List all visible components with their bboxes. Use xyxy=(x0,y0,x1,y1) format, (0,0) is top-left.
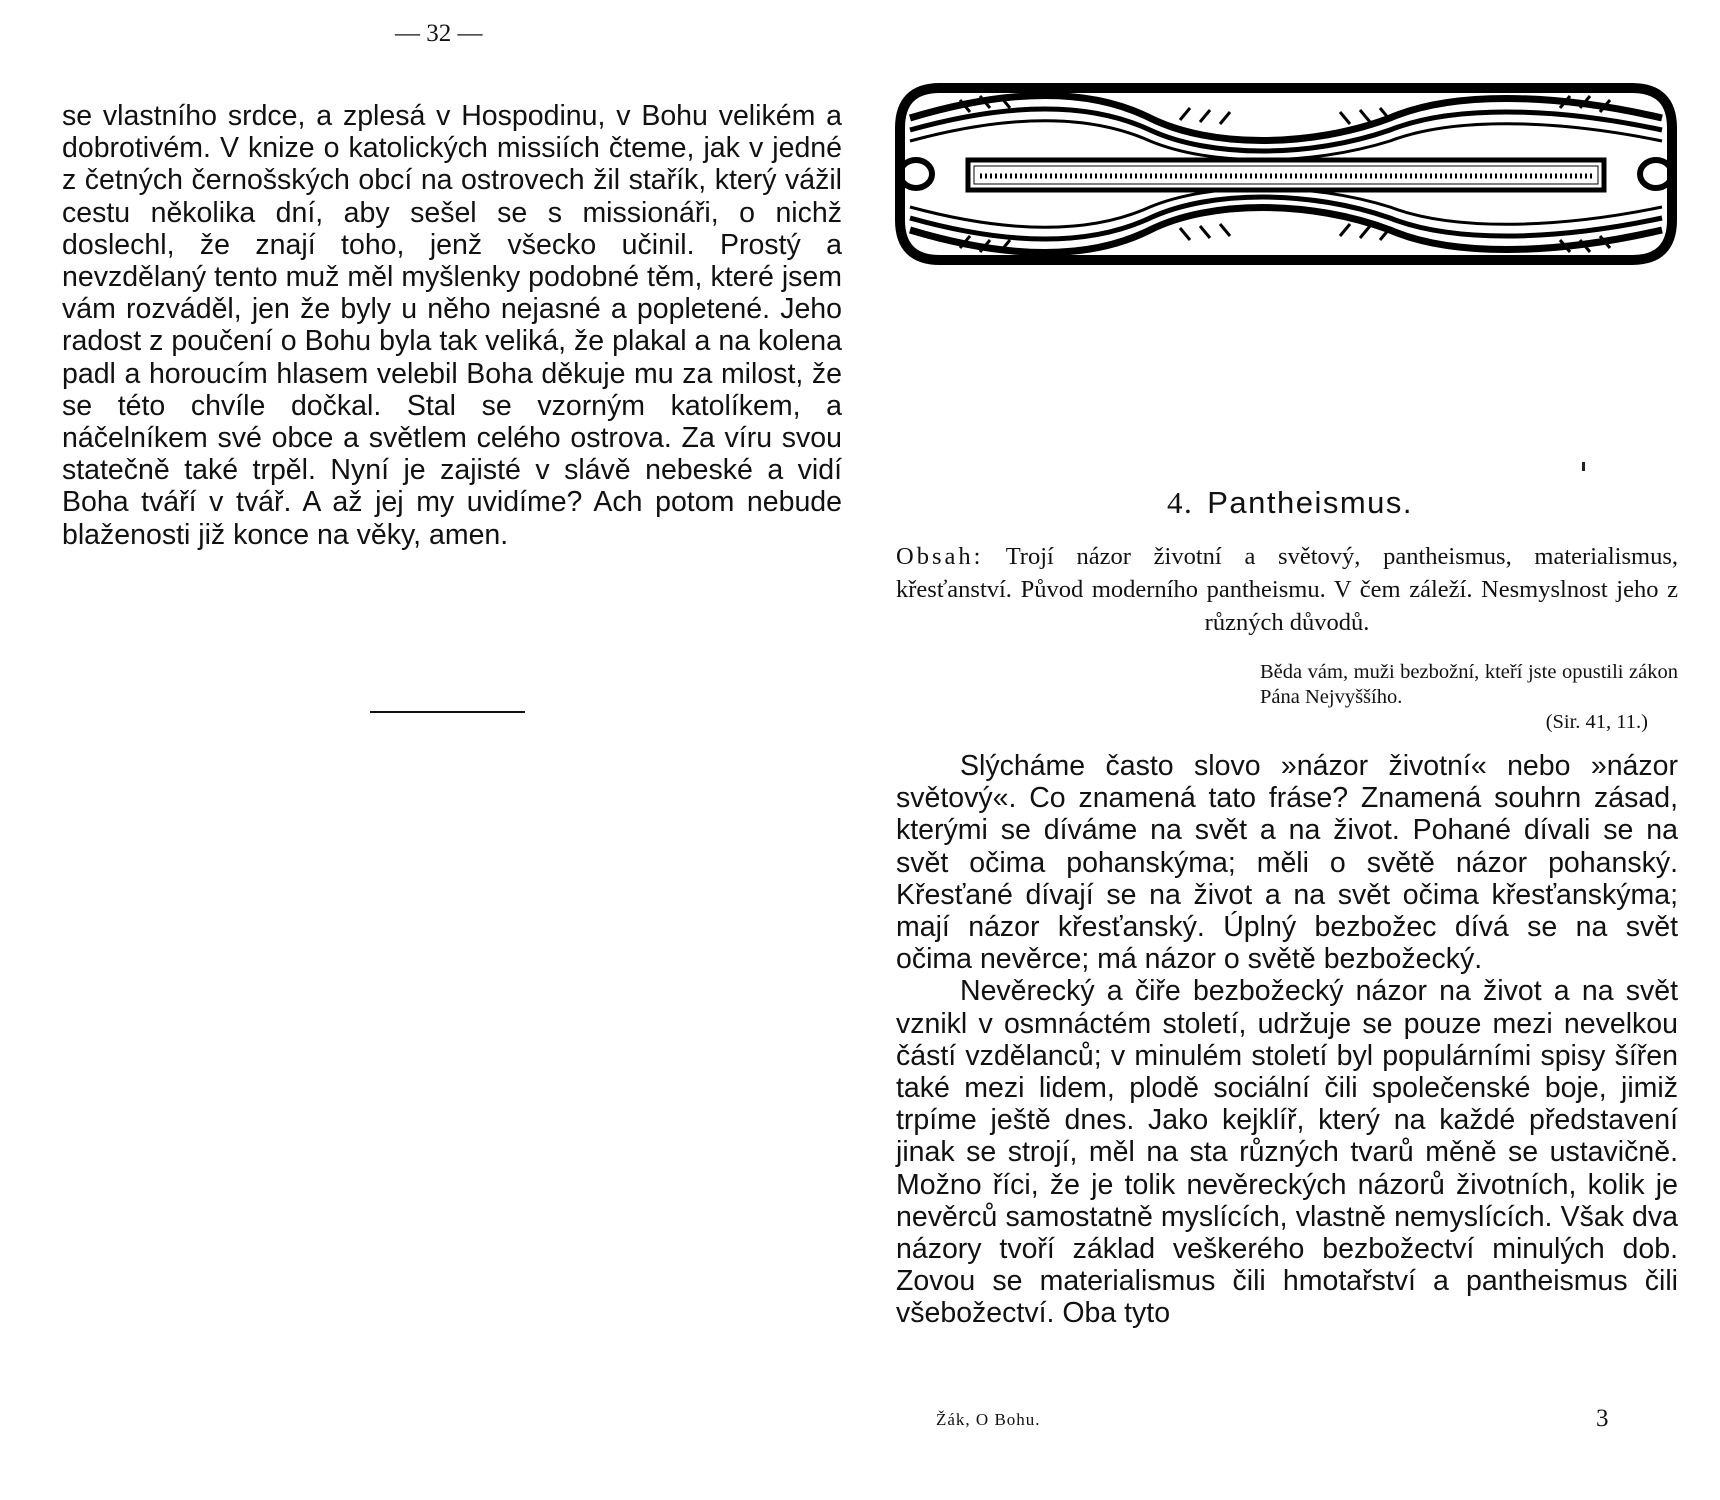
footer-source: Žák, O Bohu. xyxy=(936,1410,1041,1429)
chapter-summary xyxy=(896,540,1678,639)
summary-text: Trojí názor životní a světový, pantheismus, materialismus, křesťanství. Původ moderního pantheismu. V čem záleží. Nesmyslnost jeho z různých důvodů. xyxy=(896,543,1678,636)
signature-mark: 3 xyxy=(1596,1405,1609,1432)
epigraph-text: Běda vám, muži bezbožní, kteří jste opustili zákon Pána Nejvyššího. xyxy=(1260,661,1678,708)
right-paragraph-1: Slýcháme často slovo »názor životní« nebo »názor světový«. Co znamená tato fráse? Znamená souhrn zásad, kterými se díváme na svět a na život. Pohané dívali se na svět očima pohanskýma; měli o světě názor pohanský. Křesťané dívají se na život a na svět očima křesťanskýma; mají názor křesťanský. Úplný bezbožec dívá se na svět očima nevěrce; má názor o světě bezbožecký. xyxy=(896,750,1678,976)
left-paragraph: se vlastního srdce, a zplesá v Hospodinu, v Bohu velikém a dobrotivém. V knize o katolických missiích čteme, jak v jedné z četných černošských obcí na ostrovech žil stařík, který vážil cestu několika dní, aby sešel se s missionáři, o nichž doslechl, že znají toho, jenž všecko učinil. Prostý a nevzdělaný tento muž měl myšlenky podobné těm, které jsem vám rozváděl, jen že byly u něho nejasné a popletené. Jeho radost z poučení o Bohu byla tak veliká, že plakal a na kolena padl a horoucím hlasem velebil Boha děkuje mu za milost, že se této chvíle dočkal. Stal se vzorným katolíkem, a náčelníkem své obce a světlem celého ostrova. Za víru svou statečně také trpěl. Nyní je zajisté v slávě nebeské a vidí Boha tváří v tvář. A až jej my uvidíme? Ach potom nebude blaženosti již konce na věky, amen. xyxy=(62,100,842,551)
stray-mark xyxy=(1582,462,1585,471)
chapter-heading xyxy=(860,485,1720,521)
chapter-number: 4. xyxy=(1166,485,1194,520)
epigraph xyxy=(1260,660,1678,735)
right-page-text xyxy=(896,750,1678,1330)
right-paragraph-2: Nevěrecký a čiře bezbožecký názor na život a na svět vznikl v osmnáctém století, udržuje se pouze mezi nevelkou částí vzdělanců; v minulém století byl populárními spisy šířen také mezi lidem, plodě sociální čili společenské boje, jimiž trpíme ještě dnes. Jako kejklíř, který na každé představení jinak se strojí, měl na sta různých tvarů měně se ustavičně. Možno říci, že je tolik nevěreckých názorů životních, kolik je nevěrců samostatně myslících, vlastně nemyslících. Však dva názory tvoří základ veškerého bezbožectví minulých dob. Zovou se materialismus čili hmotařství a pantheismus čili všebožectví. Oba tyto xyxy=(896,975,1678,1330)
summary-label: Obsah: xyxy=(896,543,984,570)
decorative-header-ornament xyxy=(890,78,1682,270)
epigraph-reference: (Sir. 41, 11.) xyxy=(1545,711,1648,733)
page-number: — 32 — xyxy=(395,20,483,47)
right-page xyxy=(860,0,1720,1500)
left-page-text xyxy=(62,100,842,551)
chapter-title: Pantheismus. xyxy=(1207,485,1414,520)
section-end-rule xyxy=(370,711,525,713)
